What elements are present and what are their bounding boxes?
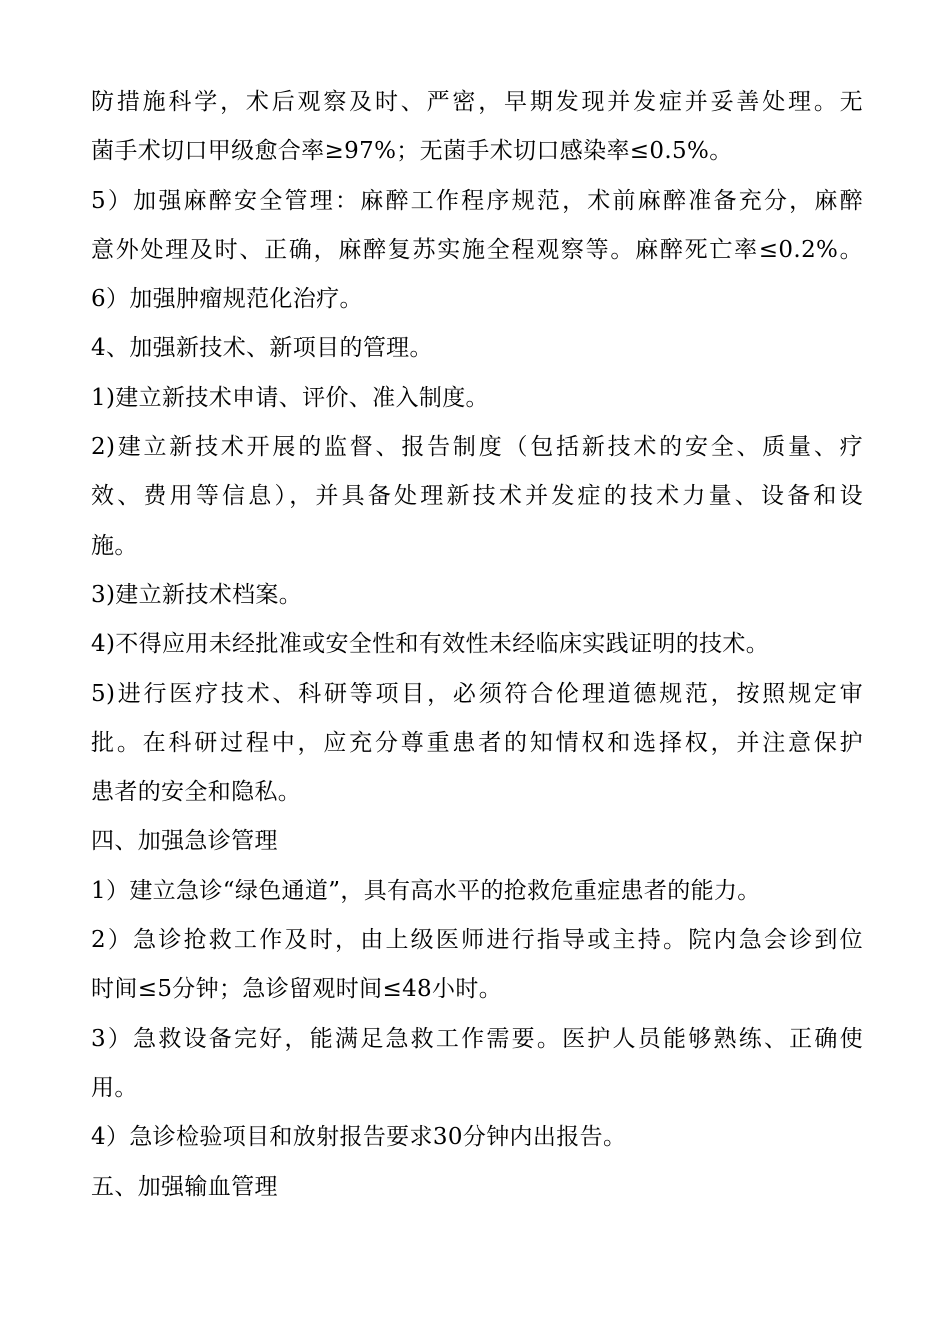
- text-line: 施。: [91, 532, 138, 559]
- text-line: 防措施科学，术后观察及时、严密，早期发现并发症并妥善处理。无: [91, 89, 863, 115]
- text-line: 患者的安全和隐私。: [91, 779, 302, 806]
- text-line: 批。在科研过程中，应充分尊重患者的知情权和选择权，并注意保护: [91, 729, 863, 756]
- text-line: 四、加强急诊管理: [91, 828, 278, 855]
- text-line: 1）建立急诊“绿色通道”，具有高水平的抢救危重症患者的能力。: [91, 877, 761, 904]
- text-line: 1)建立新技术申请、评价、准入制度。: [91, 384, 489, 411]
- text-line: 4)不得应用未经批准或安全性和有效性未经临床实践证明的技术。: [91, 631, 770, 658]
- text-line: 6）加强肿瘤规范化治疗。: [91, 286, 363, 313]
- text-line: 意外处理及时、正确，麻醉复苏实施全程观察等。麻醉死亡率≤0.2%。: [91, 236, 863, 263]
- text-line: 菌手术切口甲级愈合率≥97%；无菌手术切口感染率≤0.5%。: [91, 138, 733, 165]
- text-line: 用。: [91, 1074, 138, 1101]
- text-line: 2）急诊抢救工作及时，由上级医师进行指导或主持。院内急会诊到位: [91, 927, 863, 954]
- text-line: 4、加强新技术、新项目的管理。: [91, 335, 433, 362]
- text-line: 2)建立新技术开展的监督、报告制度（包括新技术的安全、质量、疗: [91, 434, 863, 461]
- text-line: 效、费用等信息），并具备处理新技术并发症的技术力量、设备和设: [91, 483, 863, 510]
- text-line: 4）急诊检验项目和放射报告要求30分钟内出报告。: [91, 1124, 627, 1151]
- text-line: 3）急救设备完好，能满足急救工作需要。医护人员能够熟练、正确使: [91, 1025, 863, 1052]
- text-line: 五、加强输血管理: [91, 1173, 278, 1200]
- text-line: 5）加强麻醉安全管理：麻醉工作程序规范，术前麻醉准备充分，麻醉: [91, 187, 863, 214]
- text-line: 时间≤5分钟；急诊留观时间≤48小时。: [91, 976, 503, 1003]
- document-body: [91, 78, 863, 1212]
- text-line: 5)进行医疗技术、科研等项目，必须符合伦理道德规范，按照规定审: [91, 680, 863, 707]
- text-line: 3)建立新技术档案。: [91, 581, 303, 608]
